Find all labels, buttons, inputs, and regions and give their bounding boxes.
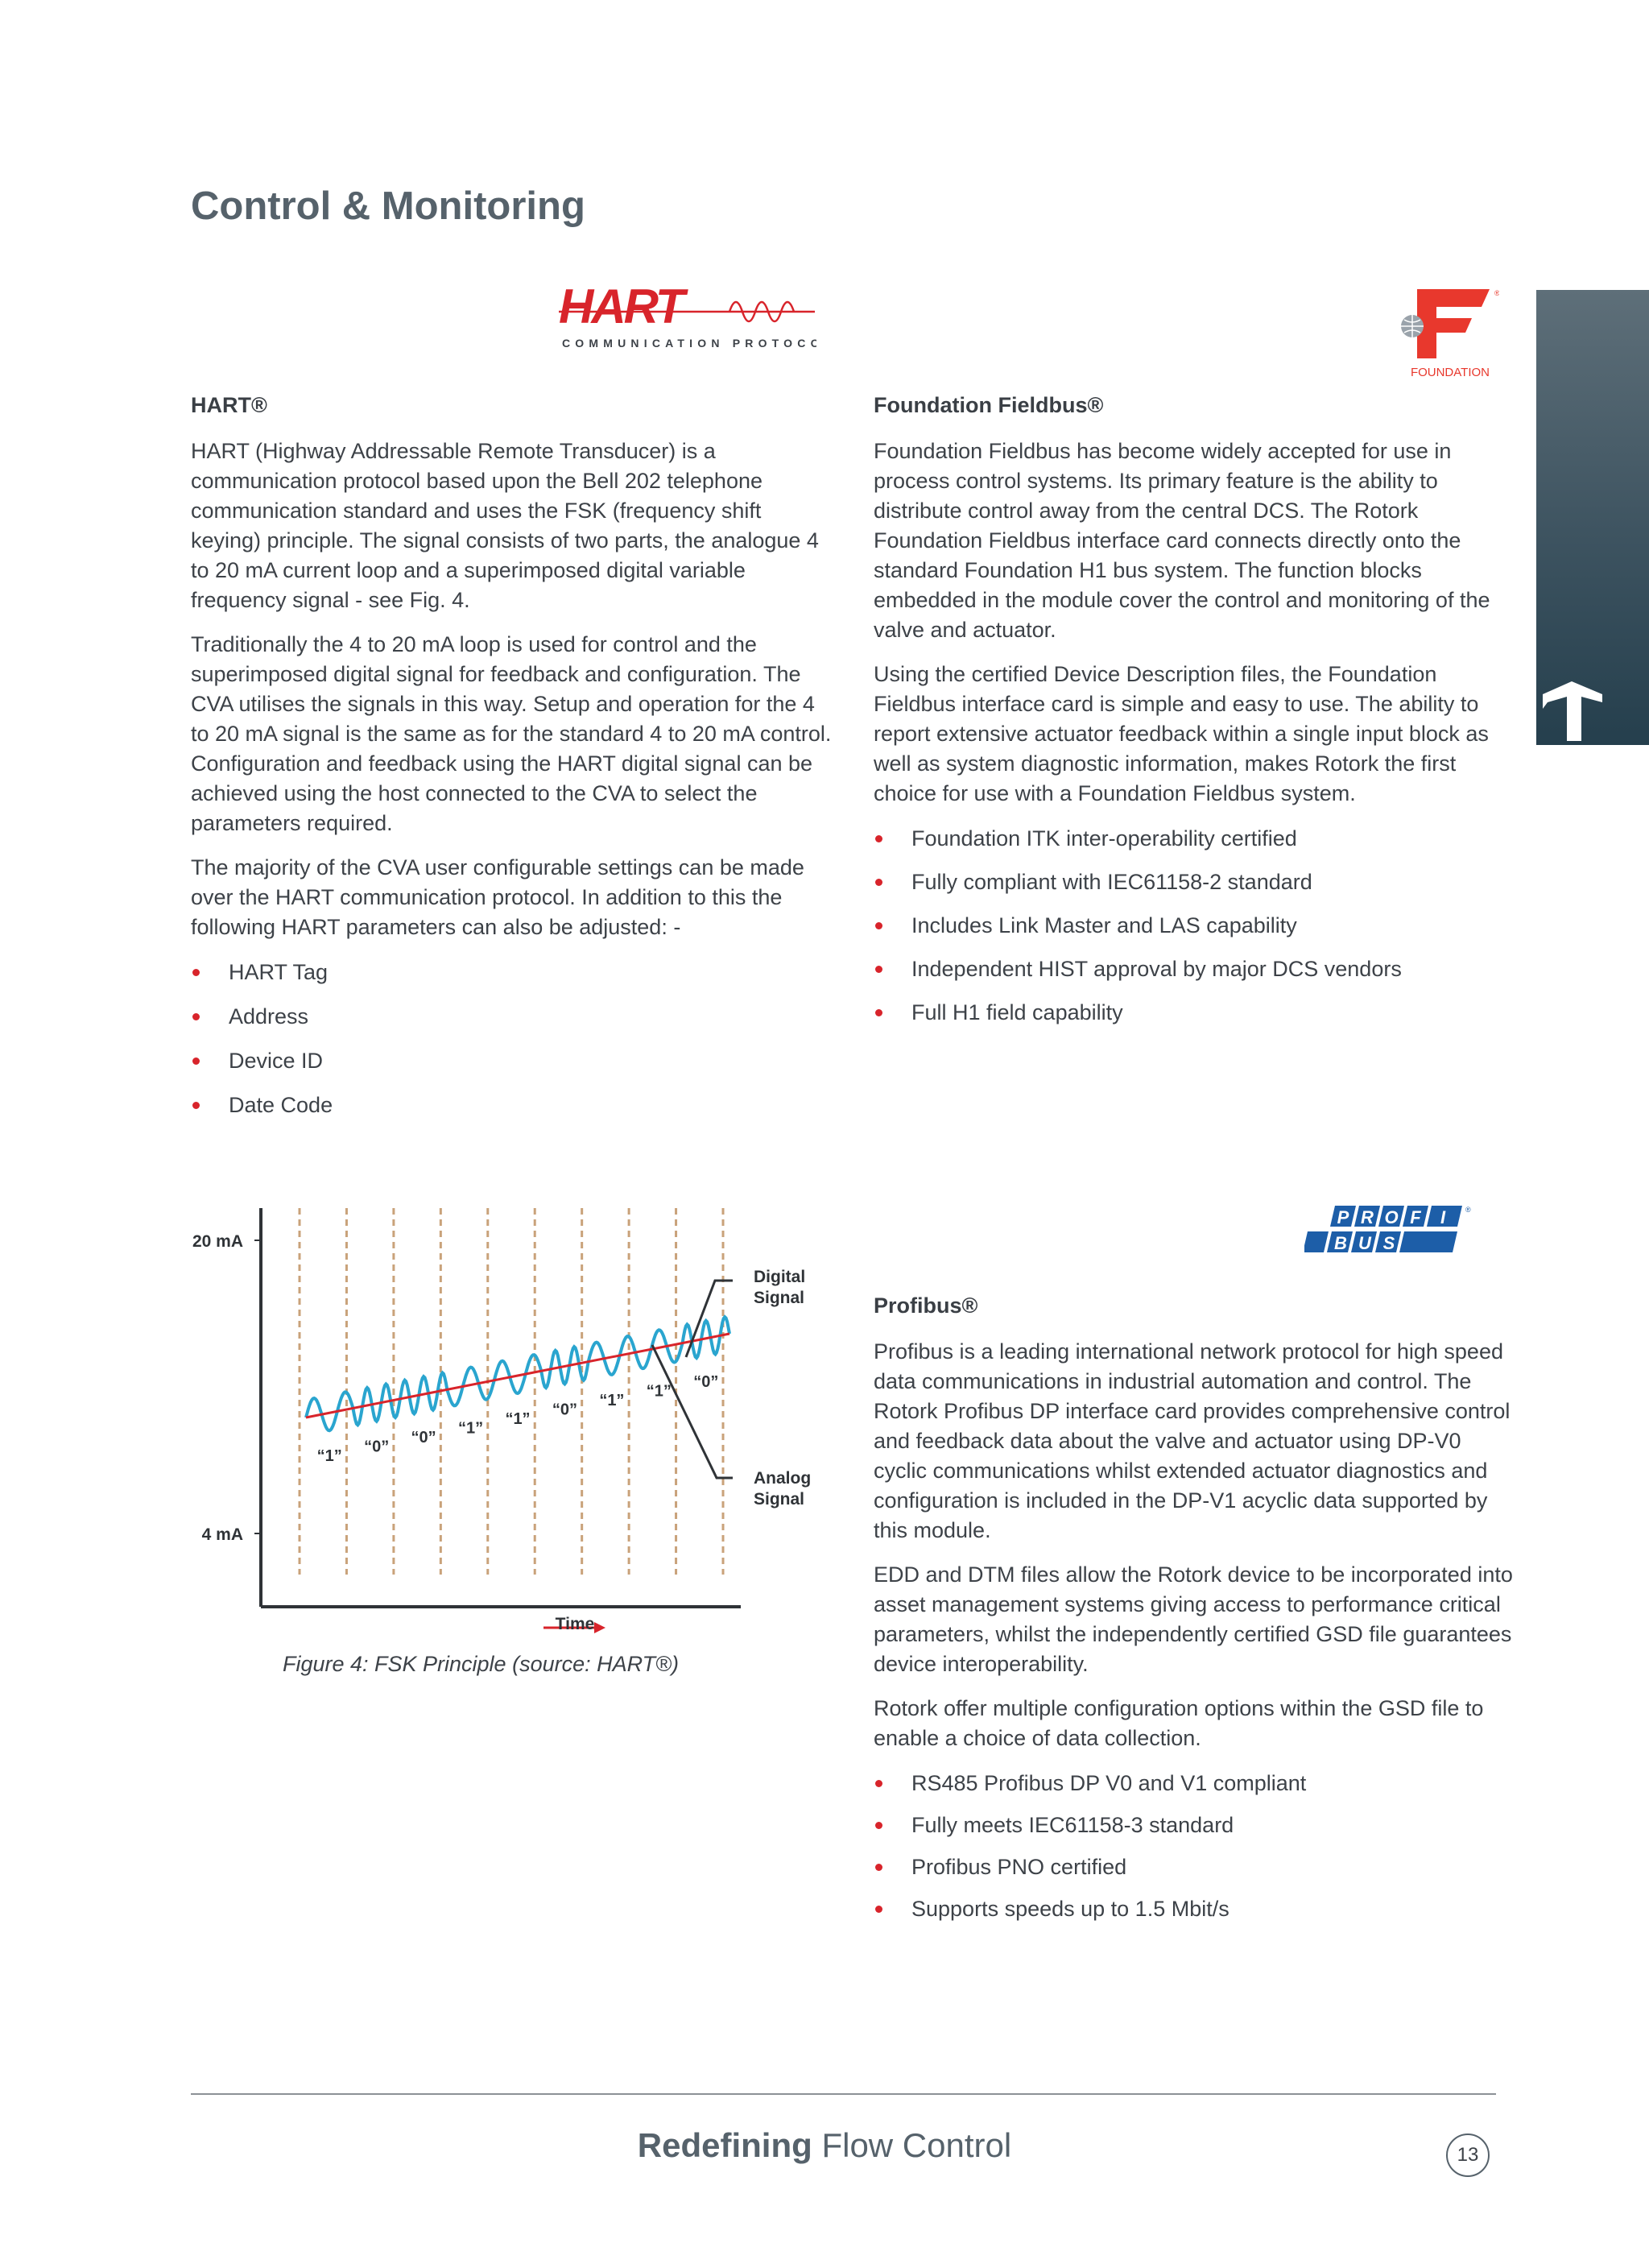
profibus-heading: Profibus® (874, 1293, 978, 1318)
list-item: Independent HIST approval by major DCS vendors (874, 954, 1518, 984)
y-top-label: 20 mA (192, 1232, 243, 1251)
svg-text:®: ® (1494, 289, 1499, 297)
profibus-logo (1304, 1202, 1498, 1283)
hart-parameter-list (191, 958, 835, 1120)
bit-label: “1” (505, 1410, 531, 1428)
hart-heading: HART® (191, 393, 267, 417)
profi-letter-f: F (1410, 1207, 1421, 1227)
foundation-paragraph-1: Foundation Fieldbus has become widely accepted for use in process control systems. Its primary feature is the ability to distribute control away from the central DCS. The Rotork Foundation Fieldbus interface card connects directly onto the standard Foundation H1 bus system. The function blocks embedded in the module cover the control and monitoring of the valve and actuator. (874, 439, 1490, 642)
digital-label-line-1: Digital (754, 1268, 806, 1286)
profibus-paragraph-2: EDD and DTM files allow the Rotork device to be incorporated into asset management systems giving access to performance critical parameters, whilst the independently certified GSD file guarantees device interoperability. (874, 1562, 1513, 1676)
profibus-section (874, 1293, 1518, 1924)
profi-row (1330, 1206, 1462, 1227)
list-item: Date Code (191, 1091, 835, 1120)
list-item: Full H1 field capability (874, 998, 1518, 1028)
digital-label-line-2: Signal (754, 1289, 805, 1307)
profibus-paragraph-3: Rotork offer multiple configuration options within the GSD file to enable a choice of data collection. (874, 1696, 1484, 1750)
foundation-logo-word: FOUNDATION (1410, 366, 1490, 379)
bit-label: “0” (411, 1429, 436, 1447)
profi-letter-p: P (1337, 1207, 1349, 1227)
hart-section (191, 393, 835, 1120)
time-arrow-head (594, 1622, 605, 1633)
footer-tagline (0, 2126, 1649, 2165)
list-item: Supports speeds up to 1.5 Mbit/s (874, 1894, 1518, 1924)
rotork-mark-icon (1536, 290, 1649, 745)
foundation-heading: Foundation Fieldbus® (874, 393, 1104, 417)
page-number: 13 (1446, 2133, 1490, 2177)
profibus-feature-list (874, 1769, 1518, 1924)
bit-label: “1” (316, 1447, 342, 1466)
bit-label: “0” (693, 1372, 719, 1391)
footer-tagline-bold: Redefining (637, 2126, 812, 2164)
bus-letter-u: U (1358, 1233, 1371, 1253)
profi-letter-r: R (1361, 1207, 1374, 1227)
foundation-feature-list (874, 824, 1518, 1028)
hart-paragraph-3: The majority of the CVA user configurable settings can be made over the HART communication protocol. In addition to this the following HART parameters can also be adjusted: - (191, 855, 804, 939)
x-axis-label: Time (555, 1615, 595, 1633)
list-item: Address (191, 1002, 835, 1032)
profibus-paragraph-1: Profibus is a leading international network protocol for high speed data communications in industrial automation and control. The Rotork Profibus DP interface card provides comprehensive control and feedback data about the valve and actuator using DP-V0 cyclic communications whilst extended actuator diagnostics and configuration is included in the DP-V1 acyclic data supported by this module. (874, 1339, 1511, 1542)
page-title: Control & Monitoring (191, 184, 585, 228)
side-section-tab (1536, 290, 1649, 745)
list-item: Fully meets IEC61158-3 standard (874, 1811, 1518, 1840)
list-item: Profibus PNO certified (874, 1852, 1518, 1882)
footer-tagline-rest: Flow Control (812, 2126, 1012, 2164)
footer-divider (191, 2093, 1496, 2095)
list-item: RS485 Profibus DP V0 and V1 compliant (874, 1769, 1518, 1798)
hart-paragraph-2: Traditionally the 4 to 20 mA loop is used for control and the superimposed digital signal for feedback and configuration. The CVA utilises the signals in this way. Setup and operation for the 4 to 20 mA signal is the same as for the standard 4 to 20 mA control. Configuration and feedback using the HART digital signal can be achieved using the host connected to the CVA to select the parameters required. (191, 632, 832, 835)
hart-paragraph-1: HART (Highway Addressable Remote Transducer) is a communication protocol based upon the Bell 202 telephone communication standard and uses the FSK (frequency shift keying) principle. The signal consists of two parts, the analogue 4 to 20 mA current loop and a superimposed digital variable frequency signal - see Fig. 4. (191, 439, 819, 612)
bit-label: “1” (599, 1391, 625, 1409)
foundation-paragraph-2: Using the certified Device Description files, the Foundation Fieldbus interface card is simple and easy to use. The ability to report extensive actuator feedback within a single input block as well as system diagnostic information, makes Rotork the first choice for use with a Foundation Fieldbus system. (874, 662, 1489, 805)
bit-label: “1” (646, 1382, 672, 1401)
profi-letter-i: I (1440, 1207, 1446, 1227)
analog-label-line-1: Analog (754, 1469, 812, 1488)
foundation-section (874, 393, 1518, 1028)
y-bottom-label: 4 mA (201, 1525, 243, 1544)
foundation-logo (1395, 288, 1499, 380)
hart-logo-word: HART (559, 288, 683, 333)
fsk-principle-figure (177, 1192, 837, 1643)
list-item: Fully compliant with IEC61158-2 standard (874, 867, 1518, 897)
list-item: Foundation ITK inter-operability certified (874, 824, 1518, 854)
bus-letter-s: S (1382, 1233, 1395, 1253)
analog-label-line-2: Signal (754, 1490, 805, 1509)
bus-letter-b: B (1334, 1233, 1347, 1253)
analog-signal-leader (652, 1345, 733, 1478)
bus-row (1304, 1231, 1457, 1253)
bit-label: “1” (457, 1419, 484, 1438)
list-item: Device ID (191, 1046, 835, 1076)
hart-logo-tagline: COMMUNICATION PROTOCOL (562, 337, 816, 350)
figure-caption: Figure 4: FSK Principle (source: HART®) (282, 1652, 680, 1676)
bit-label: “0” (364, 1438, 390, 1456)
list-item: HART Tag (191, 958, 835, 987)
bit-label: “0” (552, 1401, 578, 1419)
list-item: Includes Link Master and LAS capability (874, 911, 1518, 941)
svg-text:®: ® (1465, 1206, 1471, 1214)
hart-logo (559, 288, 816, 352)
profi-letter-o: O (1384, 1207, 1399, 1227)
